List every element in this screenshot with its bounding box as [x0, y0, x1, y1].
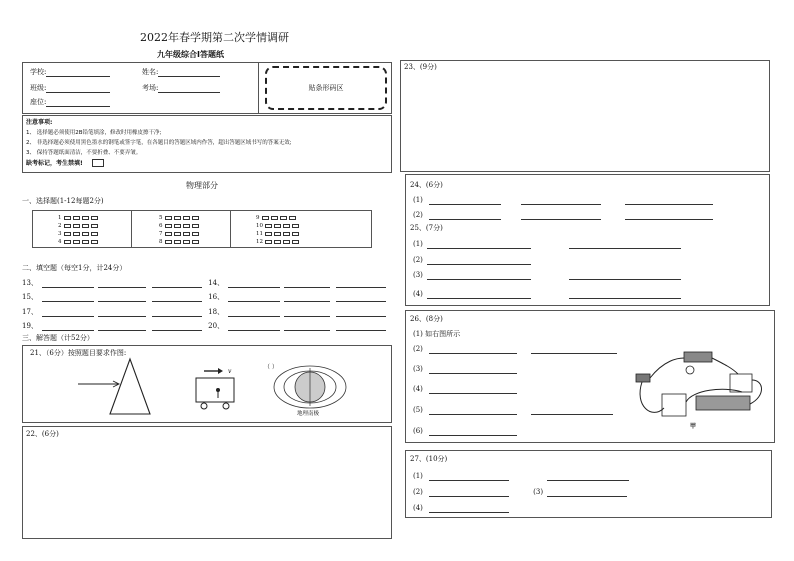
q21-cart-diagram	[190, 364, 246, 412]
q27-title: 27、(10分)	[410, 455, 448, 463]
wire	[712, 358, 738, 374]
notice-item-3: 3、 保持答题纸面清洁，不要折叠、不要弄皱。	[26, 150, 142, 156]
cart-wheel	[223, 403, 229, 409]
choice-row[interactable]: 3	[58, 230, 98, 238]
cart-body	[196, 378, 234, 402]
choice-group-2	[159, 214, 199, 246]
q26-line-6[interactable]: (6)	[413, 427, 517, 436]
q21-title: 21、（6分）按照题目要求作图:	[30, 349, 127, 357]
fill-row-19-20[interactable]: 19、 20、	[22, 322, 386, 331]
q25-line-3[interactable]: (3)	[413, 271, 681, 280]
choice-row[interactable]: 7	[159, 230, 199, 238]
voltmeter	[662, 394, 686, 416]
seat-field[interactable]: 座位:	[30, 98, 110, 107]
q23-answer-box[interactable]	[400, 60, 770, 172]
q25-line-1[interactable]: (1)	[413, 240, 681, 249]
section-title: 物理部分	[186, 181, 218, 190]
bulb	[686, 366, 694, 374]
velocity-label: v	[228, 368, 232, 375]
absent-mark-label: 缺考标记，考生禁填!	[26, 160, 83, 167]
q26-circuit-diagram	[634, 350, 770, 432]
q26-line-5[interactable]: (5)	[413, 406, 613, 415]
fill-heading: 二、填空题（每空1分，计24分）	[22, 264, 127, 272]
q26-line-2[interactable]: (2)	[413, 345, 617, 354]
choice-group-3	[256, 214, 299, 246]
q21-prism-diagram	[76, 356, 160, 418]
q26-line-3[interactable]: (3)	[413, 365, 517, 374]
choice-row[interactable]: 11	[256, 230, 299, 238]
switch	[636, 374, 650, 382]
q26-line-1: (1) 如右图所示	[413, 330, 461, 338]
barcode-area	[265, 66, 387, 110]
wire	[640, 382, 664, 412]
q23-title: 23、(9分)	[404, 63, 437, 71]
name-field[interactable]: 姓名:	[142, 68, 220, 77]
sheet-subtitle: 九年级综合Ⅰ答题纸	[157, 50, 224, 59]
ammeter	[730, 374, 752, 392]
q27-line-1[interactable]: (1)	[413, 472, 629, 481]
choice-heading: 一、选择题(1-12每题2分)	[22, 197, 104, 205]
q24-line-2[interactable]: (2)	[413, 211, 713, 220]
choice-row[interactable]: 1	[58, 214, 98, 222]
choice-row[interactable]: 9	[256, 214, 299, 222]
fill-row-15-16[interactable]: 15、 16、	[22, 293, 386, 302]
choice-divider-2	[230, 210, 231, 248]
choice-group-1	[58, 214, 98, 246]
q24-title: 24、(6分)	[410, 181, 443, 189]
school-field[interactable]: 学校:	[30, 68, 110, 77]
absent-mark-box[interactable]	[92, 159, 104, 167]
choice-row[interactable]: 8	[159, 238, 199, 246]
compass-answer-bracket[interactable]: （ ）	[264, 364, 278, 371]
notice-item-2: 2、 非选择题必须使用黑色墨水的钢笔或签字笔，在各题目的答题区域内作答，超出答题区域书写的答案无效;	[26, 140, 292, 146]
barcode-label: 贴条形码区	[308, 84, 344, 92]
geo-south-pole-label: 地理南极	[297, 411, 320, 417]
q25-line-4[interactable]: (4)	[413, 290, 681, 299]
notice-item-1: 1、 选择题必须使用2B铅笔填涂，修改时用橡皮擦干净;	[26, 130, 162, 136]
choice-row[interactable]: 2	[58, 222, 98, 230]
circuit-caption: 甲	[690, 423, 697, 430]
q27-line-4[interactable]: (4)	[413, 504, 509, 513]
class-field[interactable]: 班级:	[30, 84, 110, 93]
q22-answer-box[interactable]	[22, 426, 392, 539]
choice-row[interactable]: 5	[159, 214, 199, 222]
rheostat	[696, 396, 750, 410]
fill-row-13-14[interactable]: 13、 14、	[22, 279, 386, 288]
battery	[684, 352, 712, 362]
info-divider	[258, 62, 259, 114]
q25-line-2[interactable]: (2)	[413, 256, 531, 265]
fill-row-17-18[interactable]: 17、 18、	[22, 308, 386, 317]
notice-title: 注意事项:	[26, 119, 53, 126]
q26-title: 26、(8分)	[410, 315, 443, 323]
q24-line-1[interactable]: (1)	[413, 196, 713, 205]
choice-row[interactable]: 10	[256, 222, 299, 230]
choice-row[interactable]: 12	[256, 238, 299, 246]
q21-earth-diagram	[266, 364, 354, 414]
q25-title: 25、(7分)	[410, 224, 443, 232]
cart-wheel	[201, 403, 207, 409]
exam-title: 2022年春学期第二次学情调研	[140, 31, 289, 44]
choice-row[interactable]: 4	[58, 238, 98, 246]
exam-room-field[interactable]: 考场:	[142, 84, 220, 93]
q22-title: 22、(6分)	[26, 430, 59, 438]
answer-heading: 三、解答题（计52分）	[22, 334, 94, 342]
triangle-prism	[110, 359, 150, 414]
choice-row[interactable]: 6	[159, 222, 199, 230]
choice-divider-1	[131, 210, 132, 248]
q27-line-2[interactable]: (2) (3)	[413, 488, 627, 497]
velocity-arrow-head	[218, 368, 223, 374]
wire	[650, 358, 684, 378]
q26-line-4[interactable]: (4)	[413, 385, 517, 394]
